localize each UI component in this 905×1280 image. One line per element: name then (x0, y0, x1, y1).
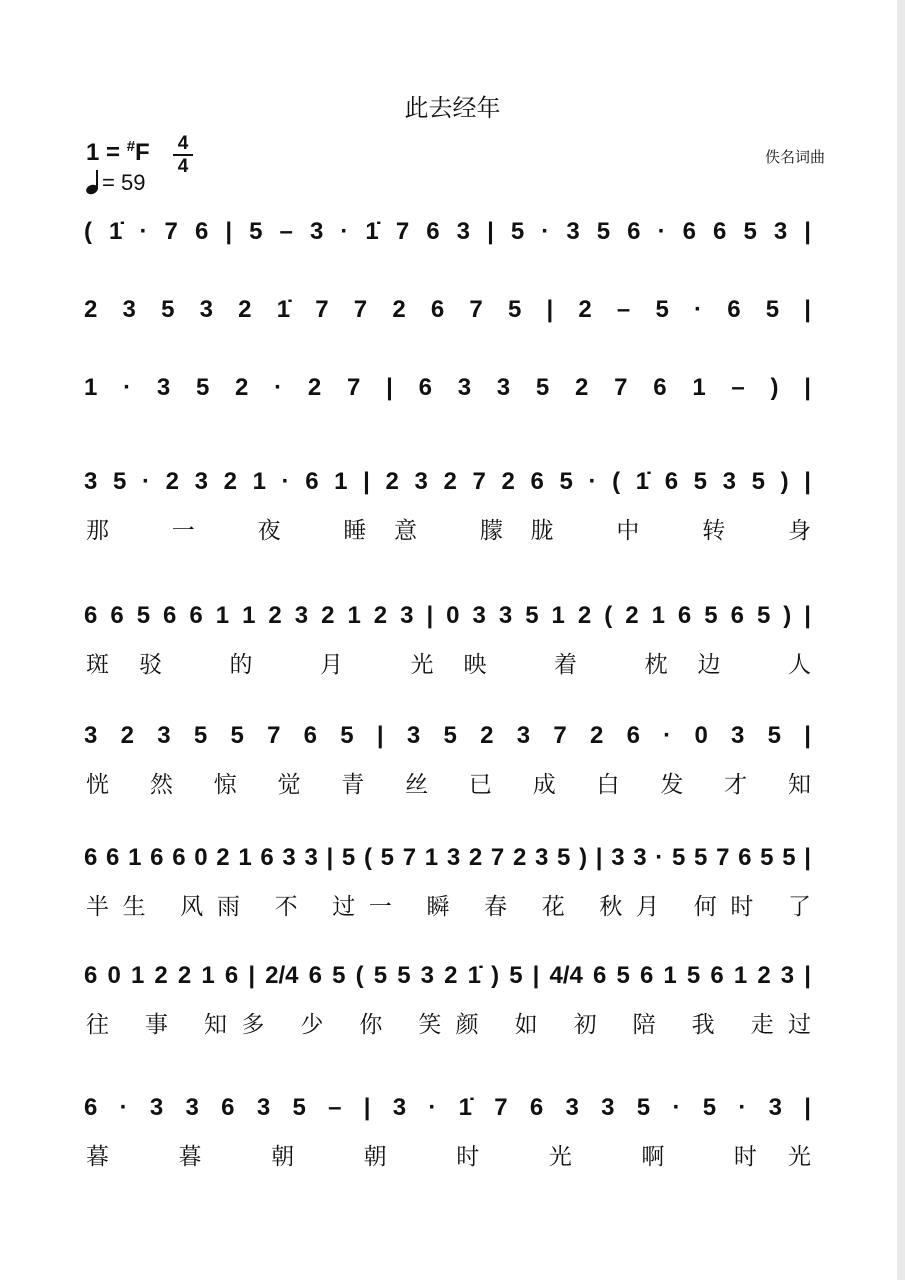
tempo-value: = 59 (102, 170, 146, 195)
composer-credit: 佚名词曲 (764, 148, 825, 166)
lyric-line: 往 事 知多 少 你 笑颜 如 初 陪 我 走过 (86, 1012, 811, 1038)
notation-line: 1 · 3 5 2 · 2 7 | 6 3 3 5 2 7 6 1 – ) | (84, 374, 811, 401)
time-numerator: 4 (177, 133, 189, 154)
key-signature (86, 138, 150, 167)
time-denominator: 4 (177, 156, 189, 177)
lyric-line: 暮 暮 朝 朝 时 光 啊 时光 (86, 1144, 811, 1170)
notation-line: 3 5 · 2 3 2 1 · 6 1 | 2 3 2 7 2 6 5 · ( 1̇ 6 5 3 5 ) | (84, 468, 811, 495)
notation-line: 6 · 3 3 6 3 5 – | 3 · 1̇ 7 6 3 3 5 · 5 · 3 | (84, 1094, 811, 1121)
lyric-line: 那 一 夜 睡意 朦胧 中 转 身 (86, 518, 811, 544)
notation-line: 6 6 5 6 6 1 1 2 3 2 1 2 3 | 0 3 3 5 1 2 ( 2 1 6 5 6 5 ) | (84, 602, 811, 629)
song-title: 此去经年 (404, 94, 501, 122)
notation-line: 3 2 3 5 5 7 6 5 | 3 5 2 3 7 2 6 · 0 3 5 | (84, 722, 811, 749)
notation-line: 6 0 1 2 2 1 6 | 2/4 6 5 ( 5 5 3 2 1̇ ) 5 | 4/4 6 5 6 1 5 6 1 2 3 | (84, 962, 811, 989)
tempo-marking (86, 170, 145, 196)
lyric-line: 半生 风雨 不 过一 瞬 春 花 秋月 何时 了 (86, 894, 811, 920)
notation-line: 2 3 5 3 2 1̇ 7 7 2 6 7 5 | 2 – 5 · 6 5 | (84, 296, 811, 323)
time-signature (173, 134, 193, 176)
sharp-icon: # (126, 138, 136, 155)
lyric-line: 恍 然 惊 觉 青 丝 已 成 白 发 才 知 (86, 772, 811, 798)
notation-line: 6 6 1 6 6 0 2 1 6 3 3 | 5 ( 5 7 1 3 2 7 2 3 5 ) | 3 3 · 5 5 7 6 5 5 | (84, 844, 811, 871)
quarter-note-icon (86, 170, 102, 194)
notation-line: ( 1̇ · 7 6 | 5 – 3 · 1̇ 7 6 3 | 5 · 3 5 6 · 6 6 5 3 | (84, 218, 811, 245)
lyric-line: 斑驳 的 月 光映 着 枕边 人 (86, 652, 811, 678)
key-prefix: 1 = (86, 139, 127, 166)
key-tonic: F (135, 139, 150, 166)
page-edge (897, 0, 905, 1280)
